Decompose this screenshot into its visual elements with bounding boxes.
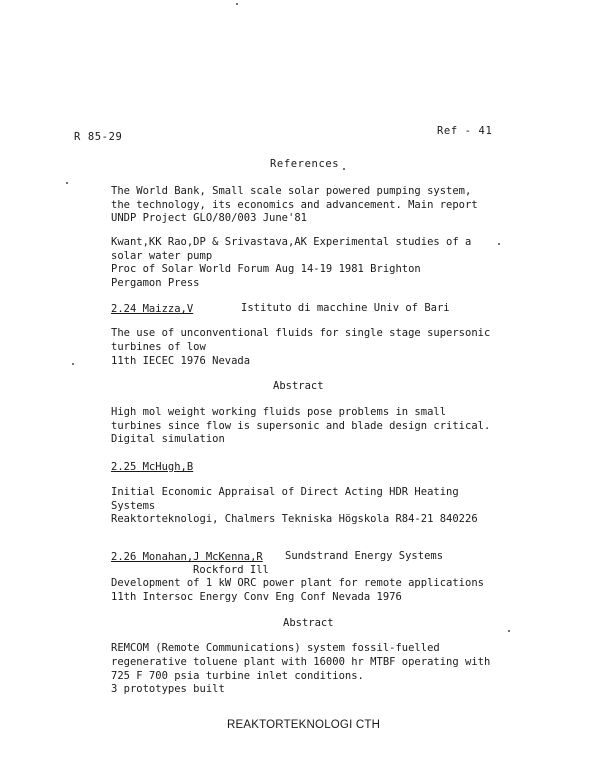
reference-line: Systems [111,500,156,512]
reference-affiliation: Rockford Ill [193,564,269,576]
scan-speck [508,630,510,632]
reference-line: Initial Economic Appraisal of Direct Acting HDR Heating [111,486,459,498]
scan-speck [236,3,238,5]
scan-speck [66,182,68,184]
abstract-line: 725 F 700 psia turbine inlet conditions. [111,670,364,682]
abstract-line: 3 prototypes built [111,683,225,695]
page-title: References [270,158,340,170]
reference-line: UNDP Project GLO/80/003 June'81 [111,212,307,224]
abstract-line: Digital simulation [111,433,225,445]
reference-line: Proc of Solar World Forum Aug 14-19 1981 Brighton [111,263,421,275]
reference-number: 2.26 Monahan,J McKenna,R [111,551,263,563]
abstract-heading: Abstract [273,380,324,392]
reference-line: turbines of low [111,341,206,353]
reference-affiliation: Sundstrand Energy Systems [285,550,444,562]
scan-speck [498,243,500,245]
reference-line: the technology, its economics and advancement. Main report [111,199,478,211]
reference-line: The use of unconventional fluids for single stage supersonic [111,327,491,339]
reference-line: The World Bank, Small scale solar powered pumping system, [111,185,472,197]
reference-number: 2.24 Maizza,V [111,303,194,315]
reference-line: Reaktorteknologi, Chalmers Tekniska Högskola R84-21 840226 [111,513,478,525]
reference-line: solar water pump [111,250,213,262]
reference-line: 11th IECEC 1976 Nevada [111,355,251,367]
reference-line: 11th Intersoc Energy Conv Eng Conf Nevada 1976 [111,591,402,603]
page-footer: REAKTORTEKNOLOGI CTH [227,719,381,731]
scan-speck [343,168,345,170]
abstract-line: turbines since flow is supersonic and blade design critical. [111,420,491,432]
reference-line: Development of 1 kW ORC power plant for remote applications [111,577,484,589]
scan-speck [72,363,74,365]
abstract-line: High mol weight working fluids pose problems in small [111,406,447,418]
abstract-line: REMCOM (Remote Communications) system fossil-fuelled [111,642,440,654]
reference-page-number: Ref - 41 [437,125,493,137]
reference-line: Kwant,KK Rao,DP & Srivastava,AK Experimental studies of a [111,236,472,248]
document-code: R 85-29 [74,131,123,143]
reference-line: Pergamon Press [111,277,200,289]
abstract-line: regenerative toluene plant with 16000 hr MTBF operating with [111,656,491,668]
abstract-heading: Abstract [283,617,334,629]
reference-affiliation: Istituto di macchine Univ of Bari [241,302,450,314]
reference-number: 2.25 McHugh,B [111,461,194,473]
